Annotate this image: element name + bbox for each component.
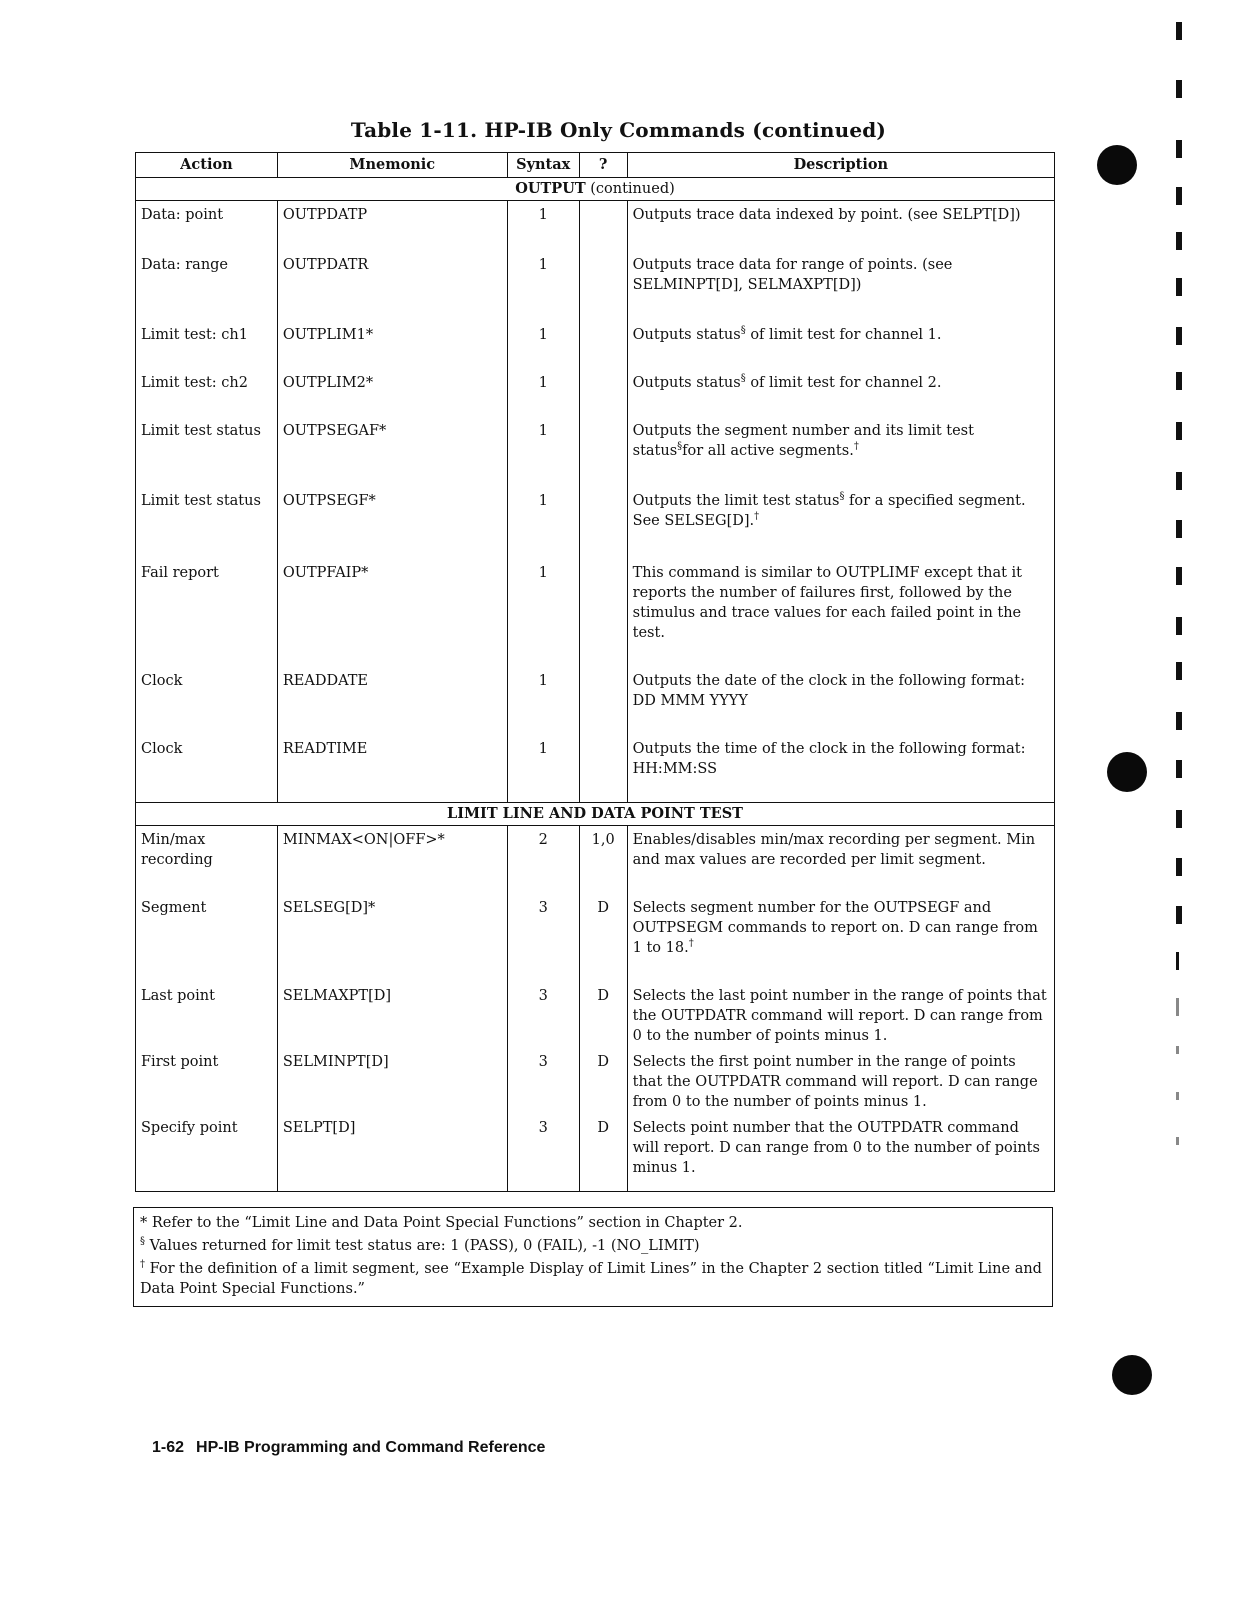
table-row: [136, 369, 1055, 417]
description-cell: [627, 201, 1054, 251]
section-mark: §: [740, 324, 746, 336]
query-cell: [579, 369, 627, 417]
margin-mark: [1176, 22, 1182, 40]
query-cell: D: [579, 982, 627, 1048]
footnote-mark: *: [140, 1215, 148, 1231]
query-cell: [579, 417, 627, 487]
description-cell: [627, 667, 1054, 735]
syntax-cell: 1: [507, 369, 579, 417]
margin-mark: [1176, 712, 1182, 730]
margin-marks: [1176, 22, 1190, 1202]
action-cell: Last point: [136, 982, 278, 1048]
col-header-description: Description: [627, 153, 1054, 178]
syntax-cell: 3: [507, 982, 579, 1048]
col-header-action: Action: [136, 153, 278, 178]
mnemonic-cell: READTIME: [277, 735, 507, 803]
action-cell: Limit test status: [136, 487, 278, 559]
footnote: [140, 1236, 1044, 1256]
col-header-query: ?: [579, 153, 627, 178]
section-header-row: [136, 803, 1055, 826]
margin-mark: [1176, 952, 1179, 970]
footnote-text: For the definition of a limit segment, see “Example Display of Limit Lines” in the Chapter 2 section titled “Limit Line and Data Point Special Functions.”: [140, 1261, 1042, 1297]
syntax-cell: 1: [507, 667, 579, 735]
table-title: Table 1-11. HP-IB Only Commands (continued): [350, 118, 887, 142]
header-row: [136, 153, 1055, 178]
description-text: Outputs the date of the clock in the following format: DD MMM YYYY: [632, 672, 1026, 709]
table-row: [136, 826, 1055, 894]
mnemonic-cell: OUTPDATR: [277, 251, 507, 321]
table-row: [136, 667, 1055, 735]
dagger-mark: †: [688, 937, 694, 949]
table-row: [136, 1114, 1055, 1192]
description-text: Selects segment number for the OUTPSEGF and OUTPSEGM commands to report on. D can range from 1 to 18.: [632, 899, 1038, 956]
mnemonic-cell: OUTPSEGF*: [277, 487, 507, 559]
query-cell: [579, 201, 627, 251]
table-row: [136, 982, 1055, 1048]
description-text: for a specified segment. See SELSEG[D].: [632, 492, 1026, 529]
action-cell: Clock: [136, 735, 278, 803]
syntax-cell: 1: [507, 417, 579, 487]
footnote-mark: †: [140, 1259, 145, 1271]
margin-mark: [1176, 906, 1182, 924]
mnemonic-cell: SELMINPT[D]: [277, 1048, 507, 1114]
margin-mark: [1176, 998, 1179, 1016]
mnemonic-cell: SELMAXPT[D]: [277, 982, 507, 1048]
margin-mark: [1176, 232, 1182, 250]
table-row: [136, 894, 1055, 982]
description-text: of limit test for channel 1.: [745, 326, 942, 343]
query-cell: 1,0: [579, 826, 627, 894]
syntax-cell: 1: [507, 321, 579, 369]
action-cell: Data: range: [136, 251, 278, 321]
description-cell: [627, 735, 1054, 803]
syntax-cell: 1: [507, 251, 579, 321]
action-cell: Limit test: ch2: [136, 369, 278, 417]
margin-mark: [1176, 858, 1182, 876]
page-footer: [152, 1439, 545, 1457]
mnemonic-cell: OUTPFAIP*: [277, 559, 507, 667]
mnemonic-cell: OUTPSEGAF*: [277, 417, 507, 487]
table-row: [136, 417, 1055, 487]
table-row: [136, 251, 1055, 321]
table-row: [136, 559, 1055, 667]
description-cell: [627, 1048, 1054, 1114]
description-text: Outputs trace data indexed by point. (see SELPT[D]): [632, 207, 1021, 223]
description-text: Outputs status: [632, 374, 741, 391]
section-qualifier: (continued): [585, 181, 675, 197]
footer-title: HP-IB Programming and Command Reference: [196, 1439, 546, 1456]
description-text: Outputs the time of the clock in the following format: HH:MM:SS: [632, 740, 1026, 777]
footnotes-box: [133, 1207, 1053, 1307]
query-cell: D: [579, 1048, 627, 1114]
margin-mark: [1176, 278, 1182, 296]
table-row: [136, 321, 1055, 369]
query-cell: [579, 487, 627, 559]
syntax-cell: 1: [507, 735, 579, 803]
description-cell: [627, 559, 1054, 667]
col-header-syntax: Syntax: [507, 153, 579, 178]
margin-mark: [1176, 810, 1182, 828]
description-text: Selects the first point number in the range of points that the OUTPDATR command will report. D can range from 0 to the number of points minus 1.: [632, 1053, 1038, 1110]
description-cell: [627, 487, 1054, 559]
mnemonic-cell: SELSEG[D]*: [277, 894, 507, 982]
mnemonic-cell: OUTPLIM1*: [277, 321, 507, 369]
section-title: OUTPUT: [515, 180, 586, 197]
syntax-cell: 1: [507, 201, 579, 251]
table-row: [136, 735, 1055, 803]
margin-mark: [1176, 662, 1182, 680]
margin-mark: [1176, 472, 1182, 490]
footnote: [140, 1213, 1044, 1233]
footnote-text: Values returned for limit test status are: 1 (PASS), 0 (FAIL), -1 (NO_LIMIT): [145, 1238, 700, 1254]
syntax-cell: 1: [507, 559, 579, 667]
action-cell: Limit test: ch1: [136, 321, 278, 369]
section-title: LIMIT LINE AND DATA POINT TEST: [447, 805, 743, 822]
description-text: of limit test for channel 2.: [745, 374, 942, 391]
syntax-cell: 3: [507, 1048, 579, 1114]
action-cell: Limit test status: [136, 417, 278, 487]
action-cell: Min/max recording: [136, 826, 278, 894]
margin-mark: [1176, 1092, 1179, 1100]
margin-mark: [1176, 372, 1182, 390]
query-cell: [579, 667, 627, 735]
punch-hole-icon: [1097, 145, 1137, 185]
action-cell: First point: [136, 1048, 278, 1114]
syntax-cell: 3: [507, 894, 579, 982]
punch-hole-icon: [1107, 752, 1147, 792]
dagger-mark: †: [754, 510, 760, 522]
description-text: Selects the last point number in the range of points that the OUTPDATR command will report. D can range from 0 to the number of points minus 1.: [632, 987, 1047, 1044]
mnemonic-cell: READDATE: [277, 667, 507, 735]
description-cell: [627, 321, 1054, 369]
section-mark: §: [740, 372, 746, 384]
description-text: Outputs the limit test status: [632, 492, 840, 509]
syntax-cell: 1: [507, 487, 579, 559]
table-body: [136, 178, 1055, 1192]
margin-mark: [1176, 80, 1182, 98]
footnote-mark: §: [140, 1236, 145, 1248]
description-text: Enables/disables min/max recording per segment. Min and max values are recorded per limit segment.: [632, 832, 1036, 868]
action-cell: Fail report: [136, 559, 278, 667]
syntax-cell: 2: [507, 826, 579, 894]
query-cell: D: [579, 1114, 627, 1192]
action-cell: Segment: [136, 894, 278, 982]
margin-mark: [1176, 567, 1182, 585]
dagger-mark: †: [853, 440, 859, 452]
commands-table: [135, 152, 1055, 1192]
footnote-text: Refer to the “Limit Line and Data Point Special Functions” section in Chapter 2.: [147, 1215, 743, 1231]
section-header: [136, 803, 1055, 826]
description-text: Outputs the segment number and its limit test status: [632, 422, 974, 459]
description-text: Outputs trace data for range of points. (see SELMINPT[D], SELMAXPT[D]): [632, 256, 953, 293]
description-cell: [627, 826, 1054, 894]
table-row: [136, 1048, 1055, 1114]
section-mark: §: [839, 490, 845, 502]
section-header: [136, 178, 1055, 201]
syntax-cell: 3: [507, 1114, 579, 1192]
col-header-mnemonic: Mnemonic: [277, 153, 507, 178]
action-cell: Specify point: [136, 1114, 278, 1192]
margin-mark: [1176, 187, 1182, 205]
query-cell: [579, 251, 627, 321]
action-cell: Data: point: [136, 201, 278, 251]
margin-mark: [1176, 1137, 1179, 1145]
punch-hole-icon: [1112, 1355, 1152, 1395]
margin-mark: [1176, 520, 1182, 538]
margin-mark: [1176, 422, 1182, 440]
description-text: This command is similar to OUTPLIMF except that it reports the number of failures first, followed by the stimulus and trace values for each failed point in the test.: [632, 564, 1023, 641]
mnemonic-cell: OUTPDATP: [277, 201, 507, 251]
description-cell: [627, 369, 1054, 417]
footnote: [140, 1259, 1044, 1299]
margin-mark: [1176, 327, 1182, 345]
description-cell: [627, 894, 1054, 982]
query-cell: [579, 321, 627, 369]
page-number: 1-62: [152, 1439, 185, 1456]
table-row: [136, 201, 1055, 251]
margin-mark: [1176, 760, 1182, 778]
description-cell: [627, 1114, 1054, 1192]
query-cell: [579, 735, 627, 803]
section-header-row: [136, 178, 1055, 201]
margin-mark: [1176, 617, 1182, 635]
query-cell: D: [579, 894, 627, 982]
action-cell: Clock: [136, 667, 278, 735]
description-text: Outputs status: [632, 326, 741, 343]
query-cell: [579, 559, 627, 667]
mnemonic-cell: SELPT[D]: [277, 1114, 507, 1192]
description-text: Selects point number that the OUTPDATR command will report. D can range from 0 to the number of points minus 1.: [632, 1119, 1040, 1176]
mnemonic-cell: MINMAX<ON|OFF>*: [277, 826, 507, 894]
description-text: for all active segments.: [682, 442, 854, 459]
margin-mark: [1176, 1046, 1179, 1054]
mnemonic-cell: OUTPLIM2*: [277, 369, 507, 417]
description-cell: [627, 417, 1054, 487]
table-row: [136, 487, 1055, 559]
description-cell: [627, 251, 1054, 321]
margin-mark: [1176, 140, 1182, 158]
description-cell: [627, 982, 1054, 1048]
section-mark: §: [677, 440, 683, 452]
